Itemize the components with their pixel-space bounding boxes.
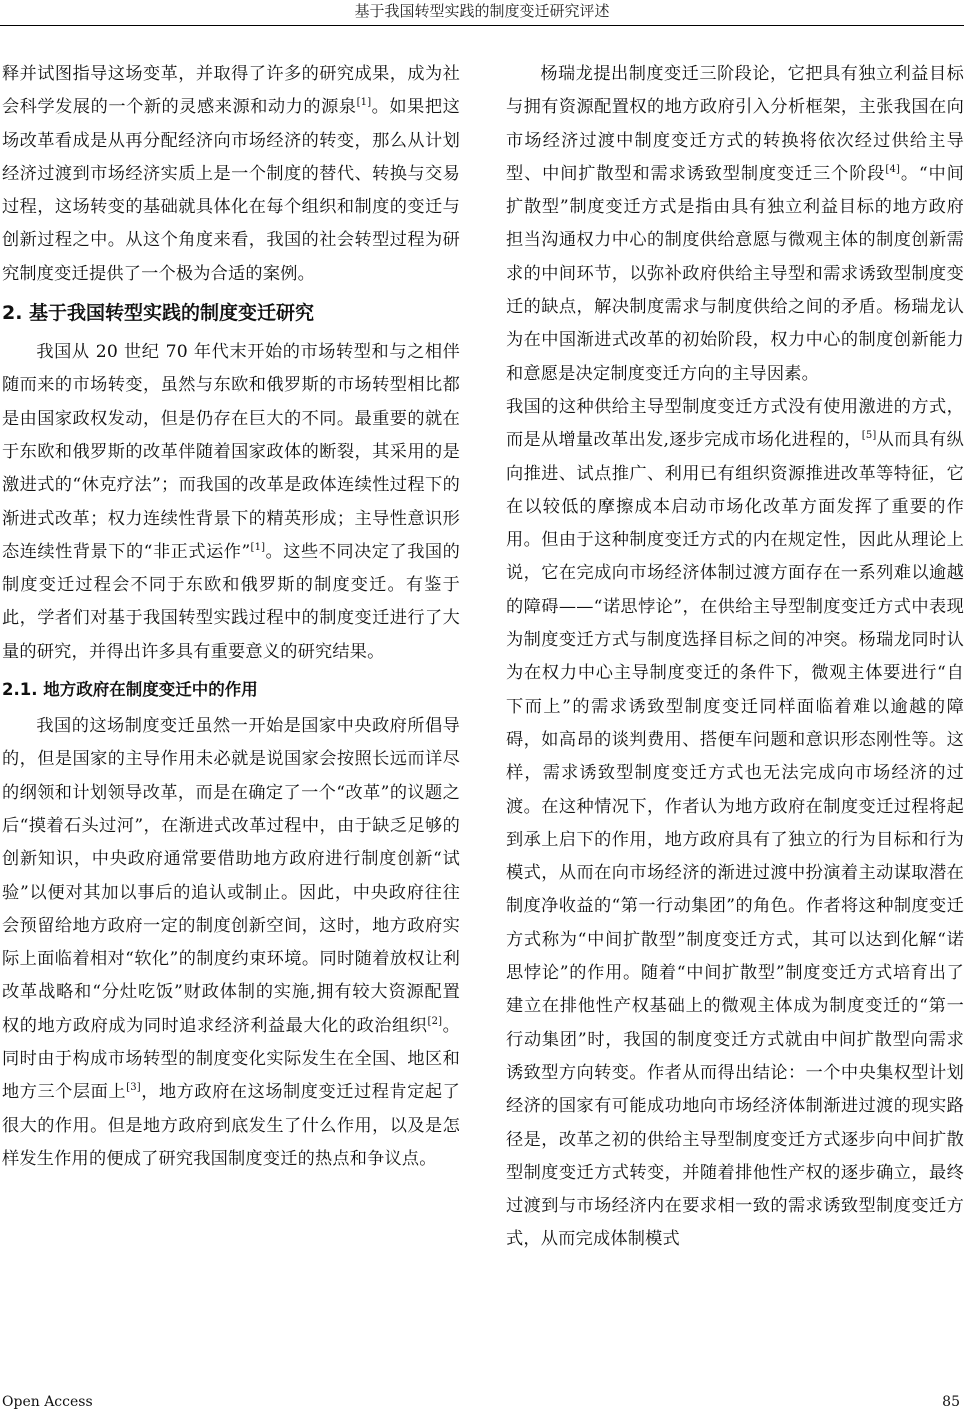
citation: [1] [250, 541, 266, 553]
citation: [4] [885, 163, 901, 175]
text-run: 我国的这种供给主导型制度变迁方式没有使用激进的方式，而是从增量改革出发,逐步完成市场化进程的， [506, 396, 964, 451]
text-run: ，地方政府在这场制度变迁过程肯定起了很大的作用。但是地方政府到底发生了什么作用，以及是怎样发生作用的便成了研究我国制度变迁的热点和争议点。 [2, 1082, 460, 1169]
text-run: 。如果把这场改革看成是从再分配经济向市场经济的转变，那么从计划经济过渡到市场经济实质上是一个制度的替代、转换与交易过程，这场转变的基础就具体化在每个组织和制度的变迁与创新过程之中。从这个角度来看，我国的社会转型过程为研究制度变迁提供了一个极为合适的案例。 [2, 97, 460, 284]
citation: [5] [861, 430, 877, 442]
paragraph [2, 336, 460, 669]
text-run: 。“中间扩散型”制度变迁方式是指由具有独立利益目标的地方政府担当沟通权力中心的制度供给意愿与微观主体的制度创新需求的中间环节，以弥补政府供给主导型和需求诱致型制度变迁的缺点，解决制度需求与制度供给之间的矛盾。杨瑞龙认为在中国渐进式改革的初始阶段，权力中心的制度创新能力和意愿是决定制度变迁方向的主导因素。 [506, 163, 964, 384]
text-run: 。同时由于构成市场转型的制度变化实际发生在全国、地区和地方三个层面上 [2, 1015, 460, 1103]
header-rule [0, 25, 964, 26]
text-run: 杨瑞龙提出制度变迁三阶段论，它把具有独立利益目标与拥有资源配置权的地方政府引入分析框架，主张我国在向市场经济过渡中制度变迁方式的转换将依次经过供给主导型、中间扩散型和需求诱致型制度变迁三个阶段 [506, 64, 964, 184]
paragraph [2, 58, 460, 291]
paragraph [2, 710, 460, 1176]
right-column [506, 58, 964, 1257]
running-head: 基于我国转型实践的制度变迁研究评述 [354, 2, 610, 20]
citation: [1] [356, 97, 372, 109]
text-run: 。这些不同决定了我国的制度变迁过程会不同于东欧和俄罗斯的制度变迁。有鉴于此，学者们对基于我国转型实践过程中的制度变迁进行了大量的研究，并得出许多具有重要意义的研究结果。 [2, 541, 460, 662]
citation: [3] [126, 1082, 141, 1094]
text-run: 我国从 20 世纪 70 年代末开始的市场转型和与之相伴随而来的市场转变，虽然与东欧和俄罗斯的市场转型相比都是由国家政权发动，但是仍存在巨大的不同。最重要的就在于东欧和俄罗斯的改革伴随着国家政体的断裂，其采用的是激进式的“休克疗法”；而我国的改革是政体连续性过程下的渐进式改革；权力连续性背景下的精英形成；主导性意识形态连续性背景下的“非正式运作” [2, 342, 460, 562]
footer-journal: Open Access [2, 1394, 93, 1410]
section-heading: 2. 基于我国转型实践的制度变迁研究 [2, 302, 315, 325]
paragraph [506, 391, 964, 1257]
text-run: 我国的这场制度变迁虽然一开始是国家中央政府所倡导的，但是国家的主导作用未必就是说国家会按照长远而详尽的纲领和计划领导改革，而是在确定了一个“改革”的议题之后“摸着石头过河”，在渐进式改革过程中，由于缺乏足够的创新知识，中央政府通常要借助地方政府进行制度创新“试验”以便对其加以事后的追认或制止。因此，中央政府往往会预留给地方政府一定的制度创新空间，这时，地方政府实际上面临着相对“软化”的制度约束环境。同时随着放权让利改革战略和“分灶吃饭”财政体制的实施,拥有较大资源配置权的地方政府成为同时追求经济利益最大化的政治组织 [2, 716, 460, 1036]
text-run: 从而具有纵向推进、试点推广、利用已有组织资源推进改革等特征，它在以较低的摩擦成本启动市场化改革方面发挥了重要的作用。但由于这种制度变迁方式的内在规定性，因此从理论上说，它在完成向市场经济体制过渡方面存在一系列难以逾越的障碍——“诺思悖论”，在供给主导型制度变迁方式中表现为制度变迁方式与制度选择目标之间的冲突。杨瑞龙同时认为在权力中心主导制度变迁的条件下，微观主体要进行“自下而上”的需求诱致型制度变迁同样面临着难以逾越的障碍，如高昂的谈判费用、搭便车问题和意识形态刚性等。这样，需求诱致型制度变迁方式也无法完成向市场经济的过渡。在这种情况下，作者认为地方政府在制度变迁过程将起到承上启下的作用，地方政府具有了独立的行为目标和行为模式，从而在向市场经济的渐进过渡中扮演着主动谋取潜在制度净收益的“第一行动集团”的角色。作者将这种制度变迁方式称为“中间扩散型”制度变迁方式，其可以达到化解“诺思悖论”的作用。随着“中间扩散型”制度变迁方式培育出了建立在排他性产权基础上的微观主体成为制度变迁的“第一行动集团”时，我国的制度变迁方式就由中间扩散型向需求诱致型方向转变。作者从而得出结论：一个中央集权型计划经济的国家有可能成功地向市场经济体制渐进过渡的现实路径是，改革之初的供给主导型制度变迁方式逐步向中间扩散型制度变迁方式转变，并随着排他性产权的逐步确立，最终过渡到与市场经济内在要求相一致的需求诱致型制度变迁方式，从而完成体制模式 [506, 430, 964, 1250]
page-number: 85 [942, 1394, 960, 1410]
citation: [2] [427, 1015, 443, 1027]
left-column [2, 58, 460, 1176]
text-run: 释并试图指导这场变革，并取得了许多的研究成果，成为社会科学发展的一个新的灵感来源和动力的源泉 [2, 64, 460, 118]
subsection-heading: 2.1. 地方政府在制度变迁中的作用 [2, 680, 258, 700]
paragraph [506, 58, 964, 391]
